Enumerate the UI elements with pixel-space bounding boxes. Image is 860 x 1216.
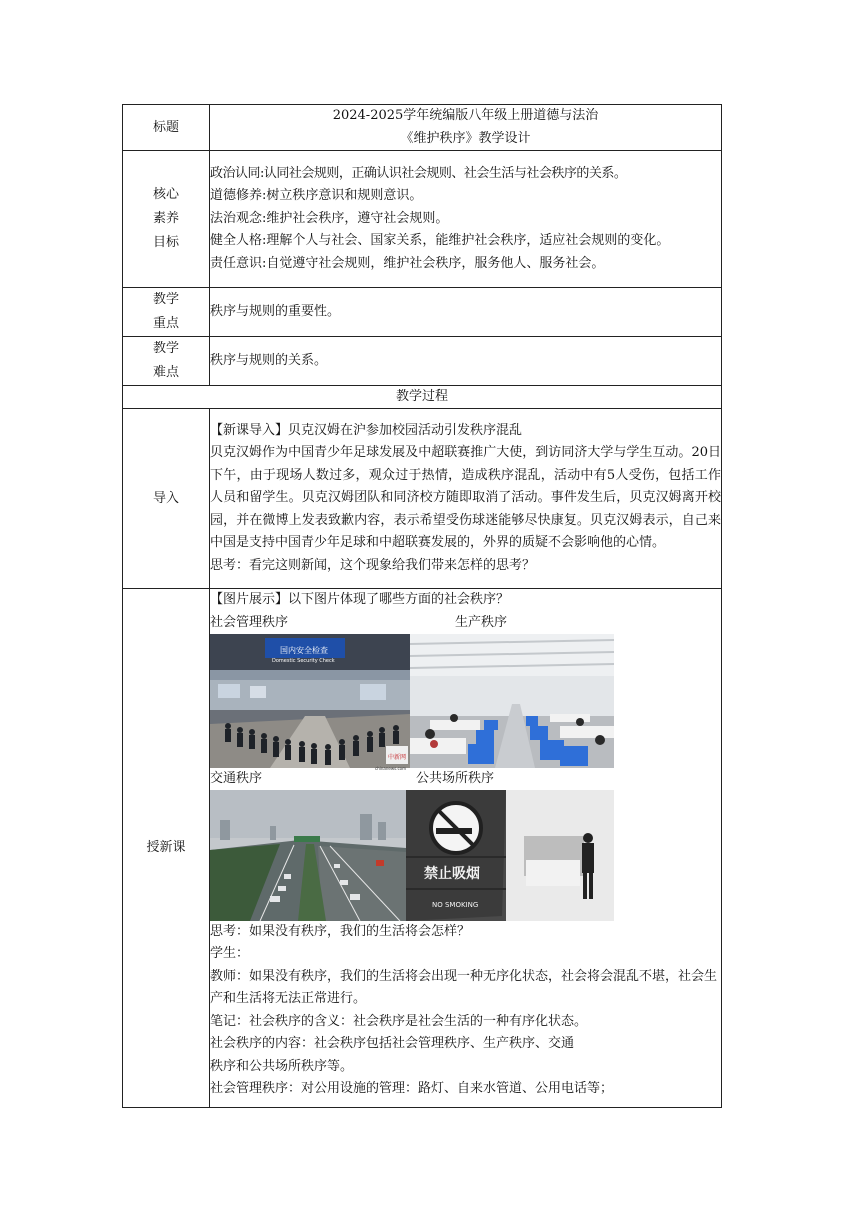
teach-cell — [210, 589, 722, 1108]
title-cell — [210, 105, 722, 151]
social-management-order: 社会管理秩序：对公用设施的管理：路灯、自来水管道、公用电话等； — [210, 1081, 614, 1096]
teach-label: 授新课 — [123, 589, 210, 1108]
goals-label-3: 目标 — [152, 235, 179, 250]
caption-production: 生产秩序 — [455, 614, 508, 630]
difficulty-label — [123, 337, 210, 386]
caption-traffic: 交通秩序 — [210, 770, 263, 786]
caption-row-2 — [210, 768, 721, 790]
goals-label-2: 素养 — [152, 211, 179, 226]
factory-photo — [410, 634, 614, 768]
intro-label: 导入 — [123, 409, 210, 589]
difficulty-label-1: 教学 — [152, 341, 179, 356]
goal-responsibility: 责任意识:自觉遵守社会规则，维护社会秩序，服务他人、服务社会。 — [210, 255, 605, 271]
goal-moral: 道德修养:树立秩序意识和规则意识。 — [210, 188, 423, 204]
difficulty-label-2: 难点 — [152, 365, 179, 380]
goal-political: 政治认同:认同社会规则，正确认识社会规则、社会生活与社会秩序的关系。 — [210, 165, 627, 181]
intro-heading: 【新课导入】贝克汉姆在沪参加校园活动引发秩序混乱 — [210, 422, 523, 438]
no-smoking-sign-cn: 禁止吸烟 — [424, 865, 480, 882]
photo-row-2 — [210, 790, 721, 921]
goals-cell — [210, 151, 722, 288]
caption-row-1 — [210, 612, 721, 634]
goals-label — [123, 151, 210, 288]
no-smoking-sign-en: NO SMOKING — [432, 900, 479, 909]
note-definition: 笔记：社会秩序的含义：社会秩序是社会生活的一种有序化状态。 — [210, 1013, 588, 1029]
goal-legal: 法治观念:维护社会秩序，遵守社会规则。 — [210, 210, 449, 226]
caption-public-place: 公共场所秩序 — [416, 770, 495, 786]
order-content-line-2: 秩序和公共场所秩序等。 — [210, 1058, 354, 1074]
student-answer: 学生： — [210, 946, 250, 961]
teach-heading: 【图片展示】以下图片体现了哪些方面的社会秩序？ — [210, 592, 510, 607]
difficulty-text: 秩序与规则的关系。 — [210, 337, 722, 386]
goals-label-1: 核心 — [152, 187, 179, 202]
title-label: 标题 — [123, 105, 210, 151]
order-content-line-1: 社会秩序的内容：社会秩序包括社会管理秩序、生产秩序、交通 — [210, 1036, 575, 1051]
security-sign-en: Domestic Security Check — [272, 657, 335, 664]
key-label-1: 教学 — [152, 292, 179, 307]
photo-watermark: 中新网 — [388, 753, 407, 761]
photo-row-1 — [210, 634, 721, 771]
photo-watermark-url: chinanews.com — [375, 765, 406, 771]
lesson-plan-table — [122, 104, 722, 1108]
intro-cell — [210, 409, 722, 589]
title-line-1: 2024-2025学年统编版八年级上册道德与法治 — [332, 108, 599, 123]
highway-photo — [210, 790, 406, 921]
key-label — [123, 288, 210, 337]
title-line-2: 《维护秩序》教学设计 — [400, 130, 531, 146]
intro-body: 贝克汉姆作为中国青少年足球发展及中超联赛推广大使，到访同济大学与学生互动。20日下午，由于现场人数过多，观众过于热情，造成秩序混乱，活动中有5人受伤，包括工作人员和留学生。贝克汉姆团队和同济校方随即取消了活动。事件发生后，贝克汉姆离开校园，并在微博上发表致歉内容，表示希望受伤球迷能够尽快康复。贝克汉姆表示，自己来中国是支持中国青少年足球和中超联赛发展的，外界的质疑不会影响他的心情。 — [210, 445, 721, 551]
key-label-2: 重点 — [152, 316, 179, 331]
caption-social-management: 社会管理秩序 — [210, 614, 289, 630]
intro-question: 思考：看完这则新闻，这个现象给我们带来怎样的思考？ — [210, 557, 536, 573]
no-smoking-photo — [406, 790, 614, 921]
security-sign-cn: 国内安全检查 — [280, 645, 328, 655]
think-question: 思考：如果没有秩序，我们的生活将会怎样？ — [210, 923, 471, 939]
goal-personality: 健全人格:理解个人与社会、国家关系，能维护社会秩序，适应社会规则的变化。 — [210, 233, 670, 249]
process-header: 教学过程 — [123, 386, 722, 409]
teacher-answer: 教师：如果没有秩序，我们的生活将会出现一种无序化状态，社会将会混乱不堪，社会生产和生活将无法正常进行。 — [210, 968, 718, 1006]
security-check-photo — [210, 634, 410, 771]
key-text: 秩序与规则的重要性。 — [210, 288, 722, 337]
